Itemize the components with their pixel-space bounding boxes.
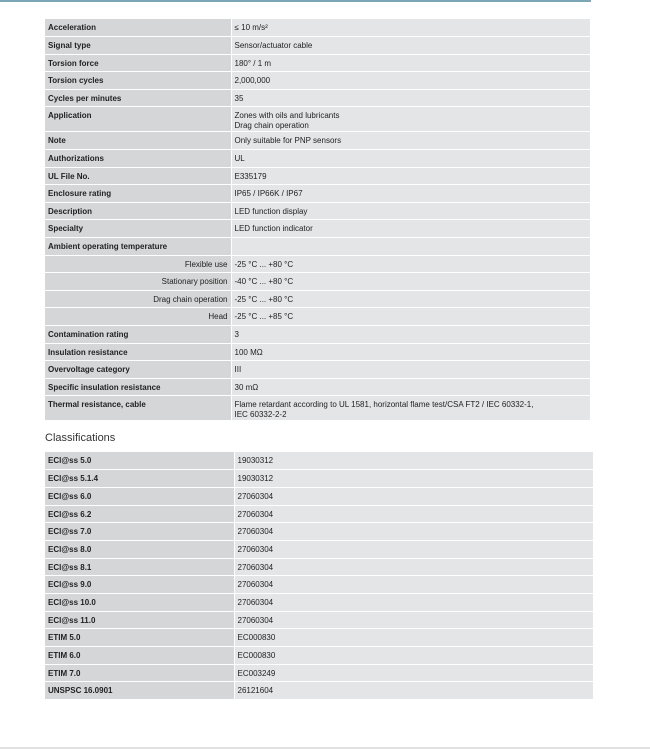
value-line: 27060304 <box>237 562 274 572</box>
value-line: 26121604 <box>237 686 274 696</box>
row-label: Authorizations <box>45 150 231 168</box>
row-label: Flexible use <box>45 255 231 273</box>
row-label: Signal type <box>45 37 231 55</box>
row-value <box>231 89 590 107</box>
row-label: ECl@ss 6.0 <box>45 487 234 505</box>
table-row <box>45 132 590 150</box>
value-line: -25 °C ... +80 °C <box>234 259 294 269</box>
row-value <box>231 343 590 361</box>
row-label: UL File No. <box>45 167 231 185</box>
row-value <box>231 361 590 379</box>
row-label: Ambient operating temperature <box>45 238 231 256</box>
row-label: ECl@ss 11.0 <box>45 611 234 629</box>
row-value <box>231 132 590 150</box>
value-line: IP65 / IP66K / IP67 <box>234 189 303 199</box>
row-value <box>234 558 593 576</box>
value-line: LED function display <box>234 206 308 216</box>
table-row <box>45 72 590 90</box>
row-value <box>231 54 590 72</box>
row-value <box>234 505 593 523</box>
value-line: EC003249 <box>237 668 276 678</box>
table-row <box>45 89 590 107</box>
value-line: E335179 <box>234 171 267 181</box>
row-label: ECl@ss 5.0 <box>45 452 234 470</box>
value-line: EC000830 <box>237 633 276 643</box>
table-row <box>45 470 593 488</box>
value-line: -25 °C ... +85 °C <box>234 312 294 322</box>
value-line: ≤ 10 m/s² <box>234 23 268 32</box>
row-value <box>234 470 593 488</box>
table-row <box>45 487 593 505</box>
row-value <box>231 238 590 256</box>
table-row <box>45 220 590 238</box>
value-line: 27060304 <box>237 544 274 554</box>
table-row <box>45 558 593 576</box>
value-line: 19030312 <box>237 456 274 465</box>
row-value <box>234 594 593 612</box>
value-line: 35 <box>234 93 244 103</box>
row-value <box>231 72 590 90</box>
table-row <box>45 185 590 203</box>
table-row <box>45 54 590 72</box>
table-row <box>45 37 590 55</box>
table-row <box>45 505 593 523</box>
row-value <box>231 202 590 220</box>
row-label: Specialty <box>45 220 231 238</box>
table-row <box>45 396 590 421</box>
value-line: -25 °C ... +80 °C <box>234 294 294 304</box>
row-value <box>234 523 593 541</box>
row-label: Torsion cycles <box>45 72 231 90</box>
row-label: ECl@ss 6.2 <box>45 505 234 523</box>
value-line: 30 mΩ <box>234 382 259 392</box>
value-line: -40 °C ... +80 °C <box>234 277 294 287</box>
table-row <box>45 308 590 326</box>
value-line: Drag chain operation <box>234 121 309 131</box>
footer-divider <box>0 747 650 749</box>
row-label: Drag chain operation <box>45 290 231 308</box>
table-row <box>45 682 593 700</box>
row-value <box>231 167 590 185</box>
value-line: 19030312 <box>237 474 274 484</box>
row-label: Cycles per minutes <box>45 89 231 107</box>
value-line: LED function indicator <box>234 224 313 234</box>
classifications-table <box>45 452 593 700</box>
row-label: Application <box>45 107 231 132</box>
row-label: ECl@ss 7.0 <box>45 523 234 541</box>
table-row <box>45 343 590 361</box>
table-row <box>45 576 593 594</box>
row-label: Insulation resistance <box>45 343 231 361</box>
value-line: 27060304 <box>237 580 274 590</box>
row-value <box>234 664 593 682</box>
row-value <box>234 682 593 700</box>
row-label: ETIM 5.0 <box>45 629 234 647</box>
row-value <box>231 19 590 37</box>
row-value <box>231 220 590 238</box>
row-label: ECl@ss 9.0 <box>45 576 234 594</box>
row-label: ECl@ss 8.1 <box>45 558 234 576</box>
value-line: 3 <box>234 330 239 339</box>
row-label: ECl@ss 8.0 <box>45 540 234 558</box>
row-value <box>231 273 590 291</box>
row-value <box>231 185 590 203</box>
row-value <box>231 290 590 308</box>
value-line: III <box>234 365 242 375</box>
table-row <box>45 629 593 647</box>
value-line: 2,000,000 <box>234 76 271 86</box>
row-label: Torsion force <box>45 54 231 72</box>
row-label: Overvoltage category <box>45 361 231 379</box>
row-label: Enclosure rating <box>45 185 231 203</box>
row-label: Note <box>45 132 231 150</box>
row-value <box>234 576 593 594</box>
table-row <box>45 107 590 132</box>
row-value <box>234 611 593 629</box>
row-value <box>231 150 590 168</box>
row-value <box>234 452 593 470</box>
value-line: 180° / 1 m <box>234 58 272 68</box>
table-row <box>45 326 590 344</box>
row-value <box>234 487 593 505</box>
row-value <box>234 540 593 558</box>
table-row <box>45 361 590 379</box>
table-row <box>45 611 593 629</box>
value-line: 27060304 <box>237 509 274 519</box>
table-row <box>45 378 590 396</box>
table-row <box>45 19 590 37</box>
value-line: 27060304 <box>237 491 274 501</box>
table-row <box>45 594 593 612</box>
row-value <box>231 37 590 55</box>
header-divider <box>0 0 591 2</box>
value-line: Sensor/actuator cable <box>234 41 313 51</box>
specifications-table <box>45 19 590 421</box>
row-label: Specific insulation resistance <box>45 378 231 396</box>
table-row <box>45 202 590 220</box>
row-label: ECl@ss 10.0 <box>45 594 234 612</box>
table-row <box>45 523 593 541</box>
row-label: ECl@ss 5.1.4 <box>45 470 234 488</box>
value-line: Flame retardant according to UL 1581, horizontal flame test/CSA FT2 / IEC 60332-1, <box>234 400 534 410</box>
row-value <box>234 647 593 665</box>
row-value <box>231 326 590 344</box>
row-label: ETIM 7.0 <box>45 664 234 682</box>
row-value <box>231 378 590 396</box>
row-label: UNSPSC 16.0901 <box>45 682 234 700</box>
row-label: Thermal resistance, cable <box>45 396 231 421</box>
table-row <box>45 167 590 185</box>
row-label: Head <box>45 308 231 326</box>
value-line: 27060304 <box>237 598 274 607</box>
row-value <box>231 308 590 326</box>
table-row <box>45 647 593 665</box>
table-row <box>45 273 590 291</box>
table-row <box>45 255 590 273</box>
table-row <box>45 540 593 558</box>
row-label: Stationary position <box>45 273 231 291</box>
table-row <box>45 238 590 256</box>
value-line: 27060304 <box>237 615 274 625</box>
table-row <box>45 664 593 682</box>
value-line: UL <box>234 154 245 164</box>
row-label: ETIM 6.0 <box>45 647 234 665</box>
row-value <box>231 107 590 132</box>
value-line: EC000830 <box>237 651 276 661</box>
value-line: 100 MΩ <box>234 347 263 357</box>
row-value <box>234 629 593 647</box>
row-label: Description <box>45 202 231 220</box>
value-line: IEC 60332-2-2 <box>234 410 287 420</box>
row-value <box>231 255 590 273</box>
table-row <box>45 290 590 308</box>
row-label: Acceleration <box>45 19 231 37</box>
classifications-heading: Classifications <box>45 432 116 444</box>
table-row <box>45 150 590 168</box>
value-line: Zones with oils and lubricants <box>234 111 340 121</box>
value-line: 27060304 <box>237 527 274 537</box>
value-line: Only suitable for PNP sensors <box>234 136 342 146</box>
row-value <box>231 396 590 421</box>
table-row <box>45 452 593 470</box>
row-label: Contamination rating <box>45 326 231 344</box>
